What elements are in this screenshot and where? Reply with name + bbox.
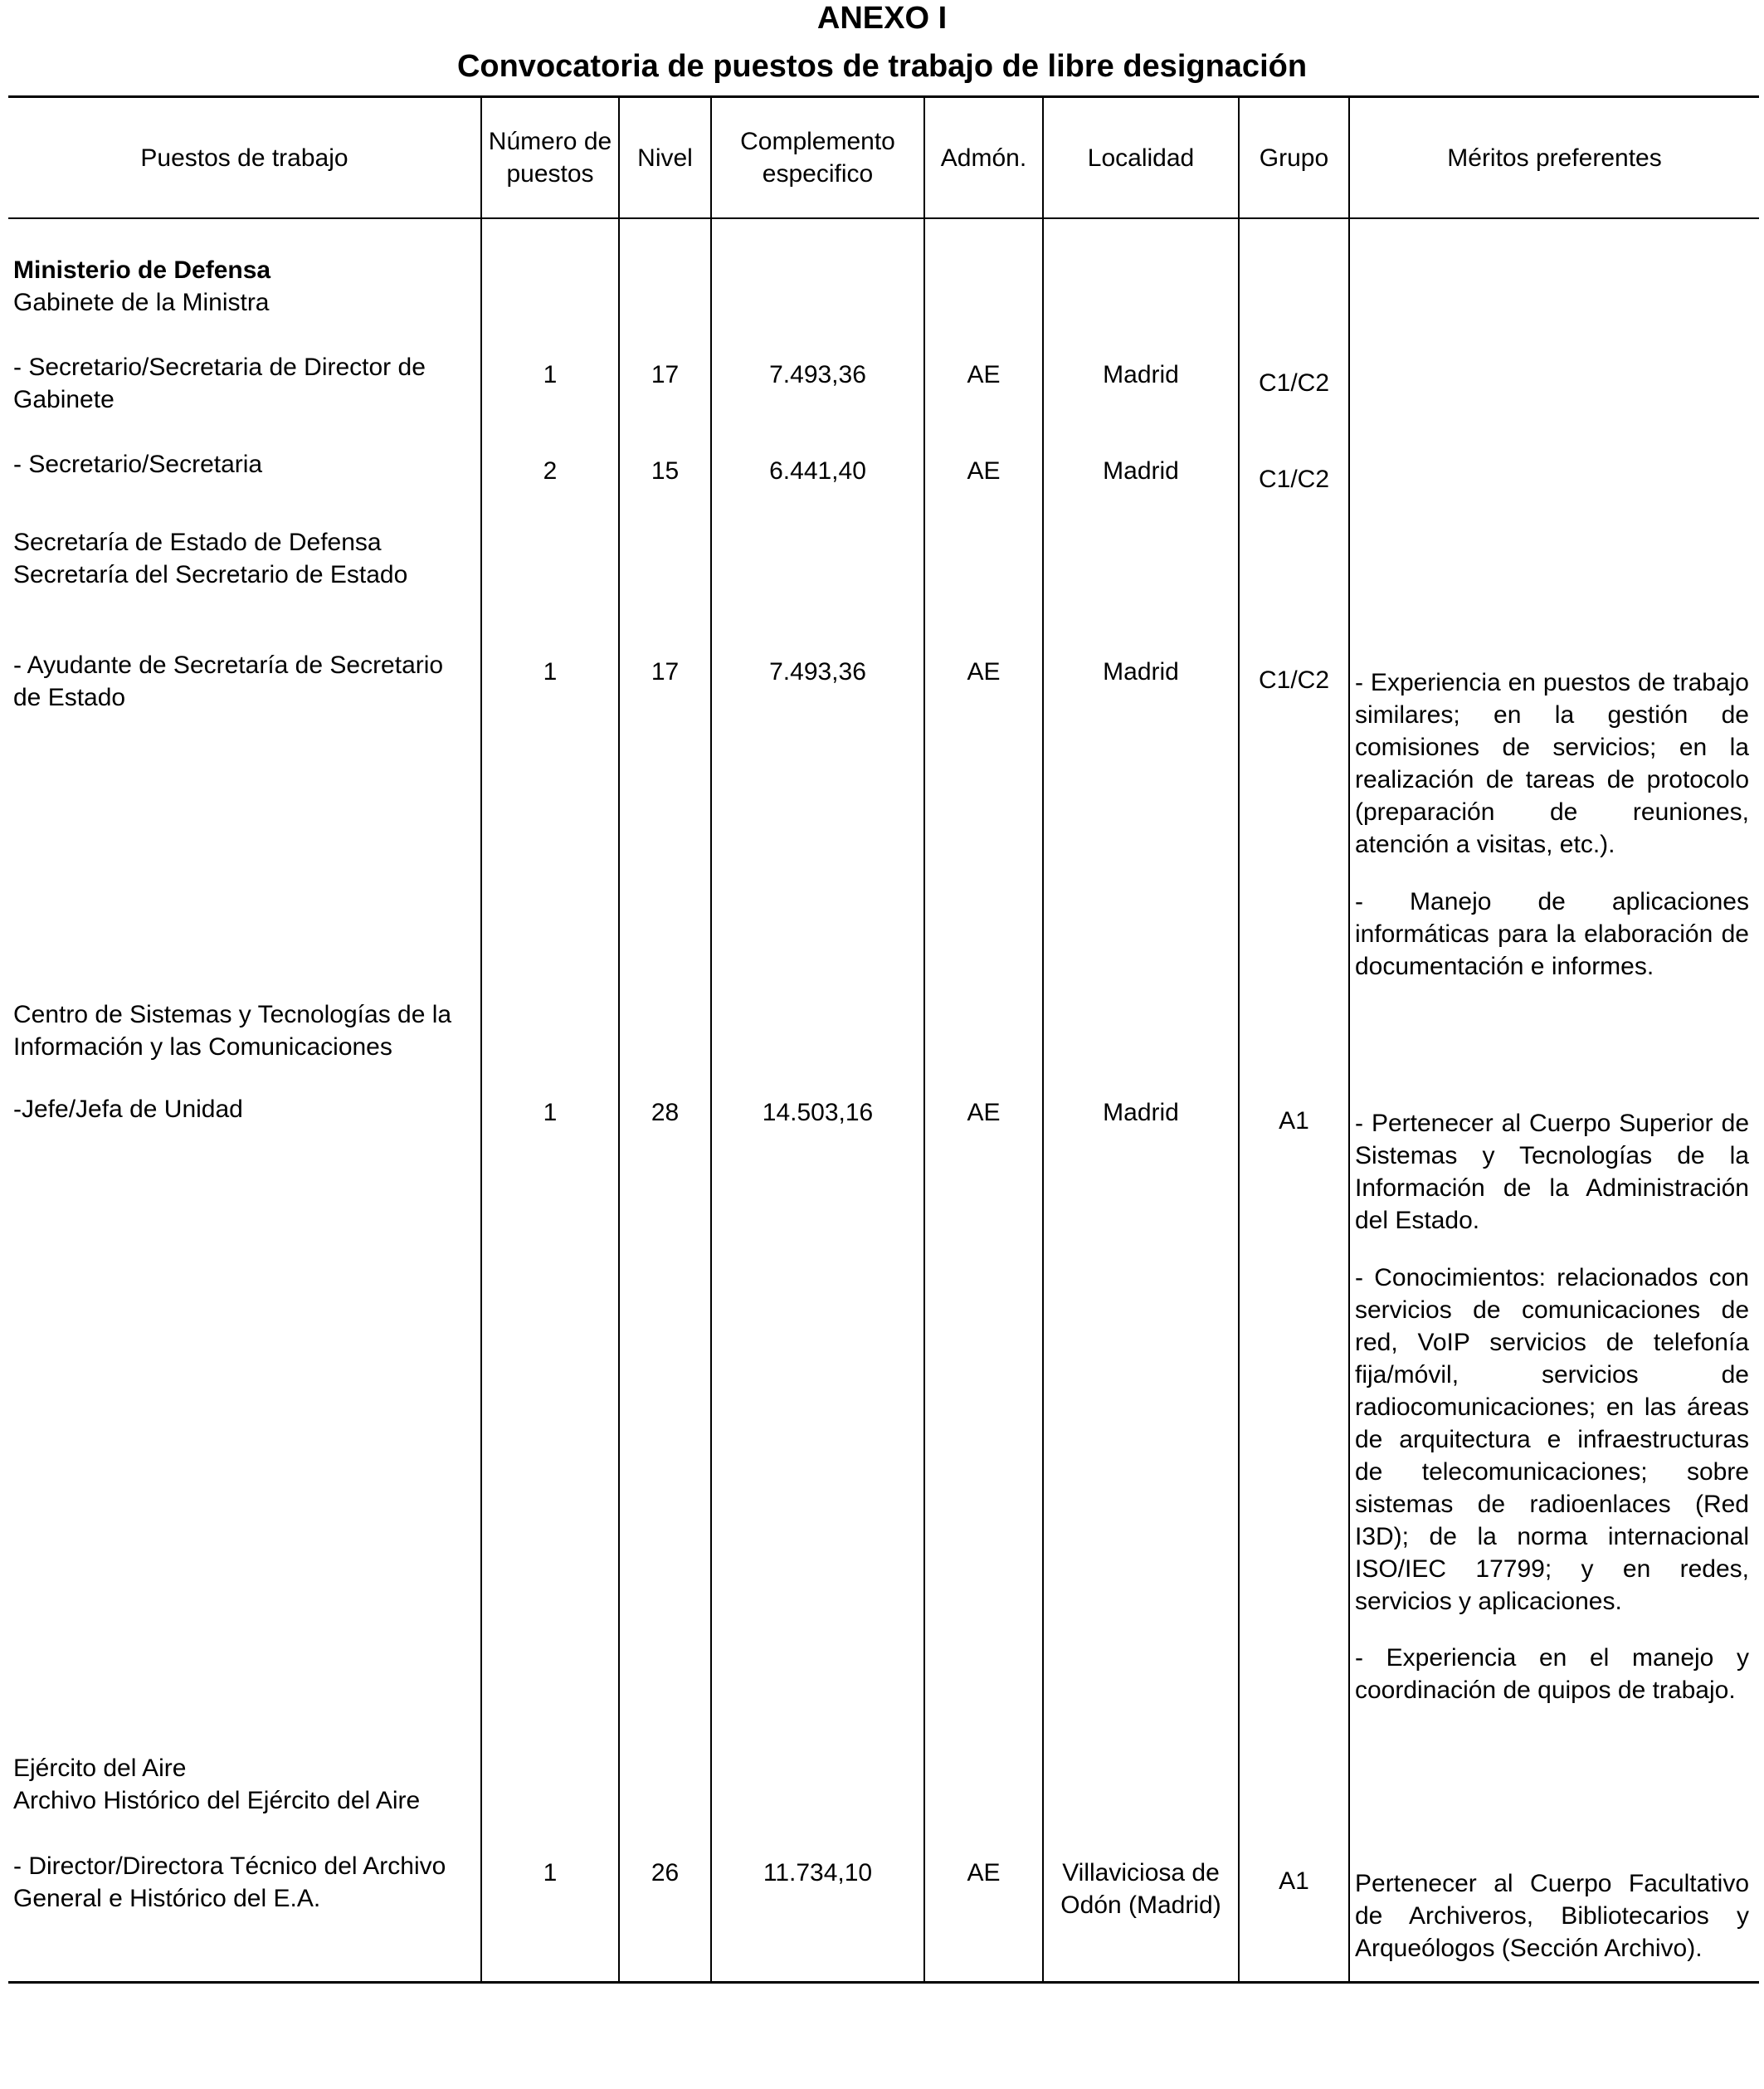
row-admon: AE	[967, 1859, 1001, 1886]
row-complemento: 6.441,40	[769, 457, 866, 485]
row-nivel: 28	[651, 1099, 680, 1126]
row-nivel: 26	[651, 1859, 680, 1886]
row-localidad: Madrid	[1103, 1099, 1179, 1126]
row-localidad: Madrid	[1103, 457, 1179, 485]
row-grupo: C1/C2	[1258, 369, 1330, 397]
row-localidad: Villaviciosa de Odón (Madrid)	[1060, 1859, 1221, 1919]
row-numero: 1	[543, 658, 558, 686]
row-admon: AE	[967, 1099, 1001, 1126]
header-puestos: Puestos de trabajo	[140, 144, 348, 172]
row-complemento: 7.493,36	[769, 658, 866, 686]
header-meritos: Méritos preferentes	[1447, 144, 1662, 172]
row-admon: AE	[967, 658, 1001, 686]
row-merito: - Conocimientos: relacionados con servicios de comunicaciones de red, VoIP servicios de telefonía fija/móvil, servicios de radiocomunicaciones; en las áreas de arquitectura e infraestructuras de telecomunicaciones; sobre sistemas de radioenlaces (Red I3D); de la norma internacional ISO/IEC 17799; y en redes, servicios y aplicaciones.	[1355, 1264, 1749, 1615]
row-numero: 1	[543, 1099, 558, 1126]
section-secretaria-secretario: Secretaría del Secretario de Estado	[13, 561, 408, 588]
header-numero: Número de puestos	[488, 128, 612, 188]
row-grupo: A1	[1279, 1867, 1309, 1895]
row-nivel: 15	[651, 457, 680, 485]
row-grupo: A1	[1279, 1107, 1309, 1135]
row-localidad: Madrid	[1103, 658, 1179, 686]
row-nivel: 17	[651, 658, 680, 686]
row-numero: 1	[543, 1859, 558, 1886]
row-numero: 1	[543, 361, 558, 388]
header-localidad: Localidad	[1087, 144, 1195, 172]
row-admon: AE	[967, 457, 1001, 485]
row-complemento: 14.503,16	[762, 1099, 874, 1126]
header-nivel: Nivel	[637, 144, 693, 172]
section-ejercito: Ejército del Aire	[13, 1755, 187, 1782]
row-puesto: - Director/Directora Técnico del Archivo General e Histórico del E.A.	[13, 1852, 446, 1912]
column-divider	[1348, 98, 1350, 1984]
header-grupo: Grupo	[1259, 144, 1329, 172]
section-centro: Centro de Sistemas y Tecnologías de la Información y las Comunicaciones	[13, 1001, 452, 1061]
row-complemento: 11.734,10	[763, 1859, 873, 1886]
row-localidad: Madrid	[1103, 361, 1179, 388]
header-bottom-border	[8, 217, 1759, 219]
row-nivel: 17	[651, 361, 680, 388]
row-merito: - Pertenecer al Cuerpo Superior de Sistemas y Tecnologías de la Información de la Administración del Estado.	[1355, 1110, 1749, 1234]
page-title: ANEXO I	[816, 1, 948, 36]
row-merito: - Manejo de aplicaciones informáticas para la elaboración de documentación e informes.	[1355, 888, 1749, 980]
section-archivo: Archivo Histórico del Ejército del Aire	[13, 1787, 421, 1814]
header-complemento: Complemento especifico	[740, 128, 895, 188]
section-gabinete: Gabinete de la Ministra	[13, 289, 270, 316]
header-admon: Admón.	[940, 144, 1027, 172]
row-grupo: C1/C2	[1258, 666, 1330, 694]
row-numero: 2	[543, 457, 558, 485]
row-merito: - Experiencia en el manejo y coordinación de quipos de trabajo.	[1355, 1644, 1749, 1704]
page-subtitle: Convocatoria de puestos de trabajo de libre designación	[456, 49, 1308, 84]
row-merito: Pertenecer al Cuerpo Facultativo de Archiveros, Bibliotecarios y Arqueólogos (Sección Archivo).	[1355, 1870, 1749, 1962]
row-merito: - Experiencia en puestos de trabajo similares; en la gestión de comisiones de servicios; en la realización de tareas de protocolo (preparación de reuniones, atención a visitas, etc.).	[1355, 669, 1749, 858]
section-ministerio: Ministerio de Defensa	[13, 256, 271, 284]
row-complemento: 7.493,36	[769, 361, 866, 388]
row-grupo: C1/C2	[1258, 466, 1330, 493]
row-puesto: -Jefe/Jefa de Unidad	[13, 1096, 243, 1123]
section-secretaria-estado: Secretaría de Estado de Defensa	[13, 529, 382, 556]
row-puesto: - Secretario/Secretaria	[13, 451, 263, 478]
row-admon: AE	[967, 361, 1001, 388]
table-bottom-border	[8, 1981, 1759, 1984]
row-puesto: - Ayudante de Secretaría de Secretario de Estado	[13, 652, 444, 711]
row-puesto: - Secretario/Secretaria de Director de Gabinete	[13, 354, 426, 413]
